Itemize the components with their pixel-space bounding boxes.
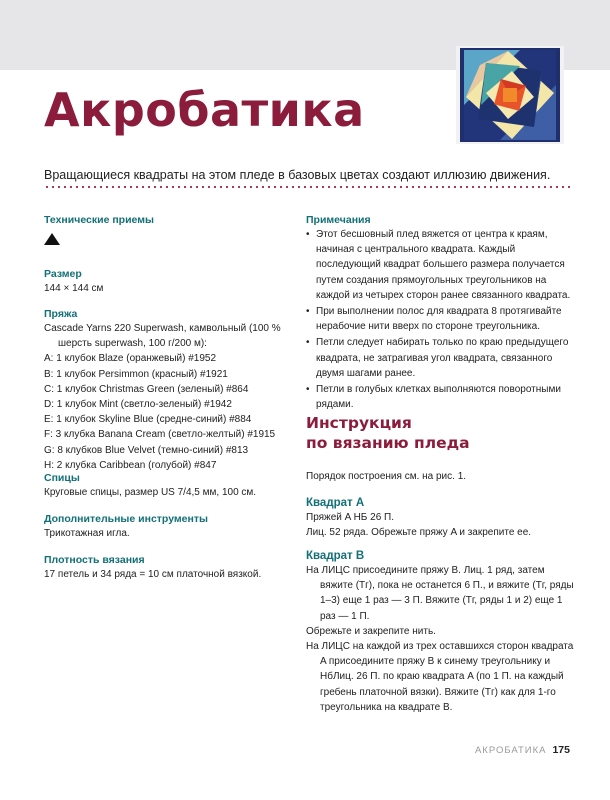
- note-item: • Петли следует набирать только по краю предыдущего квадрата, не затрагивая угол квадрата, связанного двумя шагами ранее.: [306, 335, 574, 381]
- gauge-value: 17 петель и 34 ряда = 10 см платочной вязкой.: [44, 569, 262, 580]
- square-a-heading: Квадрат A: [306, 497, 365, 509]
- yarn-item: D: 1 клубок Mint (светло-зеленый) #1942: [44, 399, 232, 411]
- page-title: Акробатика: [44, 83, 365, 137]
- instructions-intro-block: [306, 469, 574, 484]
- tools-section: [44, 512, 294, 541]
- square-a-section: [306, 496, 574, 540]
- square-b-section: [306, 549, 574, 715]
- notes-list: [306, 227, 574, 412]
- notes-heading: Примечания: [306, 214, 371, 226]
- yarn-section: [44, 307, 294, 473]
- intro-text: Вращающиеся квадраты на этом пледе в базовых цветах создают иллюзию движения.: [44, 167, 551, 182]
- yarn-item: F: 3 клубка Banana Cream (светло-желтый) #1915: [44, 429, 276, 441]
- yarn-item: H: 2 клубка Caribbean (голубой) #847: [44, 459, 217, 471]
- page-footer: [475, 744, 570, 756]
- instructions-heading: [306, 413, 470, 453]
- square-b-heading: Квадрат B: [306, 550, 365, 562]
- size-heading: Размер: [44, 268, 82, 280]
- dotted-divider: [44, 186, 572, 188]
- gauge-section: [44, 553, 294, 582]
- square-b-paragraph-3: На ЛИЦС на каждой из трех оставшихся сторон квадрата A присоедините пряжу B к синему треугольнику и НбЛиц. 26 П. по краю квадрата A (по 1 П. на каждый гребень платочной вязки). Вяжите (Тг) как для 1-го треугольника на квадрате B.: [306, 641, 574, 713]
- gauge-heading: Плотность вязания: [44, 554, 145, 566]
- difficulty-triangle-icon: [44, 233, 60, 245]
- needles-heading: Спицы: [44, 472, 80, 484]
- yarn-item: E: 1 клубок Skyline Blue (средне-синий) #884: [44, 414, 252, 426]
- size-value: 144 × 144 см: [44, 283, 104, 294]
- tools-value: Трикотажная игла.: [44, 528, 130, 539]
- notes-section: [306, 213, 574, 413]
- yarn-intro: Cascade Yarns 220 Superwash, камвольный (100 % шерсть superwash, 100 г/200 м):: [44, 323, 281, 350]
- blanket-thumbnail: [456, 46, 564, 144]
- note-item: • При выполнении полос для квадрата 8 протягивайте нерабочие нити вверх по стороне треугольника.: [306, 304, 574, 334]
- needles-section: [44, 471, 294, 500]
- page-number: 175: [552, 744, 570, 756]
- yarn-item: A: 1 клубок Blaze (оранжевый) #1952: [44, 353, 217, 365]
- square-a-line: Пряжей A НБ 26 П.: [306, 512, 394, 523]
- needles-value: Круговые спицы, размер US 7/4,5 мм, 100 см.: [44, 487, 257, 498]
- yarn-item: G: 8 клубков Blue Velvet (темно-синий) #813: [44, 444, 249, 456]
- note-item: • Петли в голубых клетках выполняются поворотными рядами.: [306, 382, 574, 412]
- square-b-paragraph-2: Обрежьте и закрепите нить.: [306, 625, 436, 637]
- yarn-heading: Пряжа: [44, 308, 78, 320]
- yarn-item: C: 1 клубок Christmas Green (зеленый) #864: [44, 383, 249, 395]
- square-a-line: Лиц. 52 ряда. Обрежьте пряжу A и закрепите ее.: [306, 527, 532, 539]
- tools-heading: Дополнительные инструменты: [44, 513, 208, 525]
- instructions-intro: Порядок построения см. на рис. 1.: [306, 471, 467, 482]
- yarn-item: B: 1 клубок Persimmon (красный) #1921: [44, 368, 228, 380]
- techniques-section: [44, 213, 294, 245]
- square-b-paragraph-1: На ЛИЦС присоедините пряжу B. Лиц. 1 ряд, затем вяжите (Тг), пока не останется 6 П., и вяжите (Тг, ряды 1–3) еще 1 раз — 3 П. Вяжите (Тг, ряды 1 и 2) еще 1 раз — 1 П.: [306, 565, 574, 622]
- footer-section-name: АКРОБАТИКА: [474, 745, 547, 756]
- note-item: • Этот бесшовный плед вяжется от центра к краям, начиная с центрального квадрата. Каждый последующий квадрат большего размера получается путем создания прямоугольных треугольников на каждой из четырех сторон ранее связанного квадрата.: [306, 227, 574, 303]
- techniques-heading: Технические приемы: [44, 214, 154, 226]
- instructions-heading-line1: Инструкция: [306, 414, 412, 432]
- instructions-heading-line2: по вязанию пледа: [306, 434, 470, 452]
- size-section: [44, 267, 294, 296]
